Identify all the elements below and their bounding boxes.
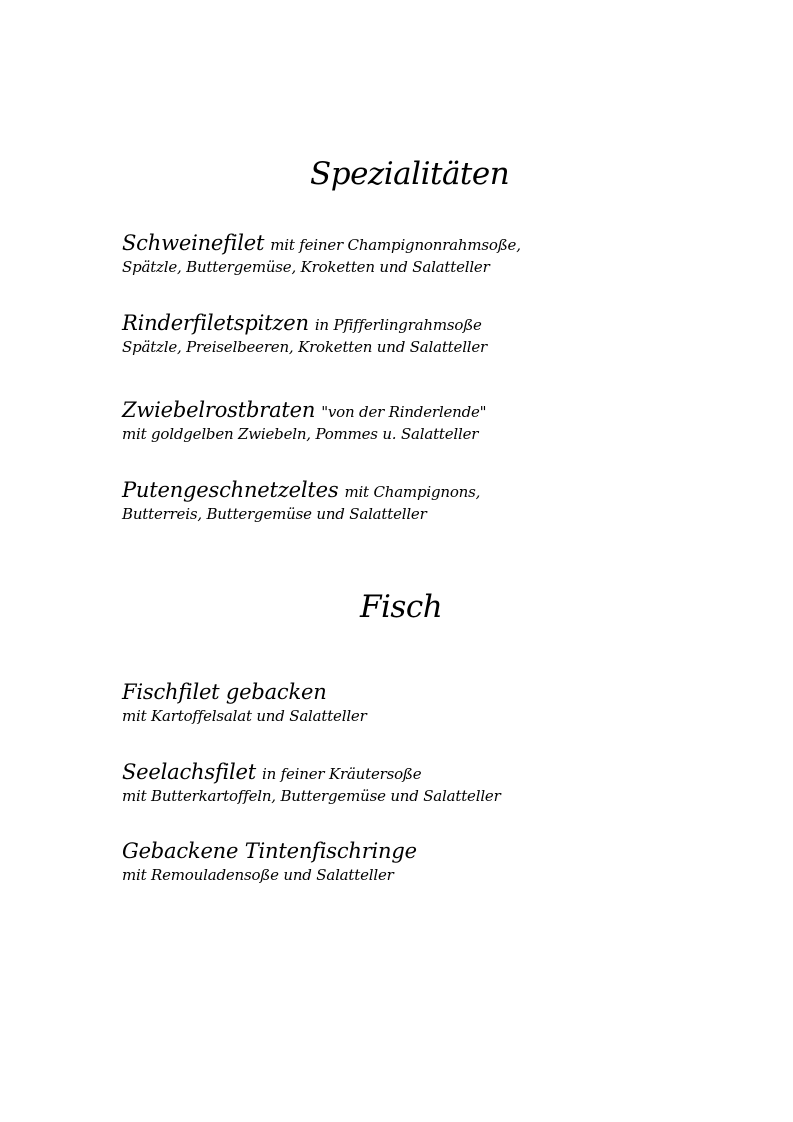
dish-description-continued: Butterreis, Buttergemüse und Salatteller — [122, 505, 427, 523]
dish-headline — [122, 310, 487, 336]
dish-name: Rinderfiletspitzen — [122, 311, 309, 335]
dish-headline — [122, 679, 367, 705]
dish-name: Zwiebelrostbraten — [122, 398, 316, 422]
dish-item-zwiebelrostbraten — [122, 397, 486, 445]
dish-item-schweinefilet — [122, 230, 521, 278]
section-title-spezialitaeten: Spezialitäten — [310, 156, 510, 192]
dish-description-continued: mit Butterkartoffeln, Buttergemüse und Salatteller — [122, 787, 501, 805]
dish-description: in feiner Kräutersoße — [262, 765, 422, 783]
dish-name: Gebackene Tintenfischringe — [122, 839, 417, 863]
dish-headline — [122, 397, 486, 423]
dish-name: Seelachsfilet — [122, 760, 257, 784]
dish-description: "von der Rinderlende" — [321, 403, 487, 421]
dish-item-seelachsfilet — [122, 759, 501, 807]
dish-headline — [122, 759, 501, 785]
dish-description-continued: Spätzle, Preiselbeeren, Kroketten und Salatteller — [122, 338, 488, 356]
dish-description-continued: mit Kartoffelsalat und Salatteller — [122, 707, 367, 725]
dish-item-fischfilet-gebacken — [122, 679, 367, 727]
dish-headline — [122, 477, 480, 503]
dish-item-gebackene-tintenfischringe — [122, 838, 423, 886]
dish-description: mit feiner Champignonrahmsoße, — [270, 236, 521, 254]
dish-description: in Pfifferlingrahmsoße — [314, 316, 482, 334]
dish-item-rinderfiletspitzen — [122, 310, 487, 358]
dish-description: mit Champignons, — [344, 483, 481, 501]
dish-description-continued: mit Remouladensoße und Salatteller — [122, 866, 394, 884]
dish-name: Schweinefilet — [122, 231, 265, 255]
dish-name: Fischfilet gebacken — [122, 680, 327, 704]
dish-headline — [122, 838, 423, 864]
dish-headline — [122, 230, 521, 256]
section-title-fisch: Fisch — [360, 589, 443, 625]
dish-description-continued: mit goldgelben Zwiebeln, Pommes u. Salatteller — [122, 425, 479, 443]
dish-description-continued: Spätzle, Buttergemüse, Kroketten und Salatteller — [122, 258, 490, 276]
dish-name: Putengeschnetzeltes — [122, 478, 339, 502]
dish-item-putengeschnetzeltes — [122, 477, 480, 525]
